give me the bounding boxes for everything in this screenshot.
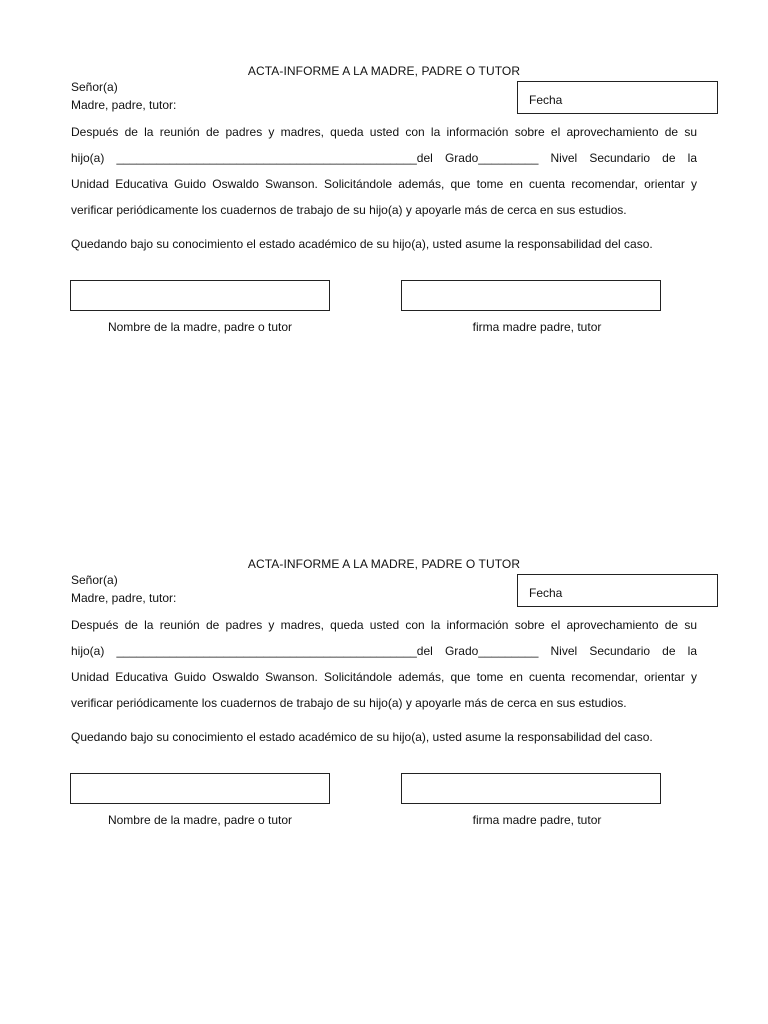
signature-label: firma madre padre, tutor (472, 813, 602, 827)
paragraph-line-1: Después de la reunión de padres y madres, queda usted con la información sobre el aprovechamiento de su (71, 125, 697, 139)
signature-label: firma madre padre, tutor (472, 320, 602, 334)
acta-informe-form-2 (0, 555, 768, 855)
parent-name-label: Nombre de la madre, padre o tutor (107, 813, 293, 827)
signature-field[interactable] (401, 773, 661, 804)
parent-name-field[interactable] (70, 280, 330, 311)
date-field[interactable] (517, 574, 718, 607)
salutation-line-1: Señor(a) (71, 573, 118, 587)
salutation-line-1: Señor(a) (71, 80, 118, 94)
date-label: Fecha (529, 93, 563, 107)
salutation-line-2: Madre, padre, tutor: (71, 591, 177, 605)
date-field[interactable] (517, 81, 718, 114)
date-label: Fecha (529, 586, 563, 600)
paragraph-line-2: hijo(a) _____________________________________________del Grado_________ Nivel Secundario de la (71, 644, 697, 658)
paragraph-line-1: Después de la reunión de padres y madres, queda usted con la información sobre el aprovechamiento de su (71, 618, 697, 632)
parent-name-label: Nombre de la madre, padre o tutor (107, 320, 293, 334)
paragraph-line-3: Unidad Educativa Guido Oswaldo Swanson. Solicitándole además, que tome en cuenta recomendar, orientar y (71, 670, 697, 684)
closing-statement: Quedando bajo su conocimiento el estado académico de su hijo(a), usted asume la responsabilidad del caso. (71, 730, 653, 744)
acta-informe-form-1 (0, 62, 768, 362)
paragraph-line-4: verificar periódicamente los cuadernos de trabajo de su hijo(a) y apoyarle más de cerca en sus estudios. (71, 203, 627, 217)
closing-statement: Quedando bajo su conocimiento el estado académico de su hijo(a), usted asume la responsabilidad del caso. (71, 237, 653, 251)
paragraph-line-4: verificar periódicamente los cuadernos de trabajo de su hijo(a) y apoyarle más de cerca en sus estudios. (71, 696, 627, 710)
signature-field[interactable] (401, 280, 661, 311)
paragraph-line-3: Unidad Educativa Guido Oswaldo Swanson. Solicitándole además, que tome en cuenta recomendar, orientar y (71, 177, 697, 191)
form-title: ACTA-INFORME A LA MADRE, PADRE O TUTOR (247, 557, 521, 571)
paragraph-line-2: hijo(a) _____________________________________________del Grado_________ Nivel Secundario de la (71, 151, 697, 165)
parent-name-field[interactable] (70, 773, 330, 804)
form-title: ACTA-INFORME A LA MADRE, PADRE O TUTOR (247, 64, 521, 78)
salutation-line-2: Madre, padre, tutor: (71, 98, 177, 112)
